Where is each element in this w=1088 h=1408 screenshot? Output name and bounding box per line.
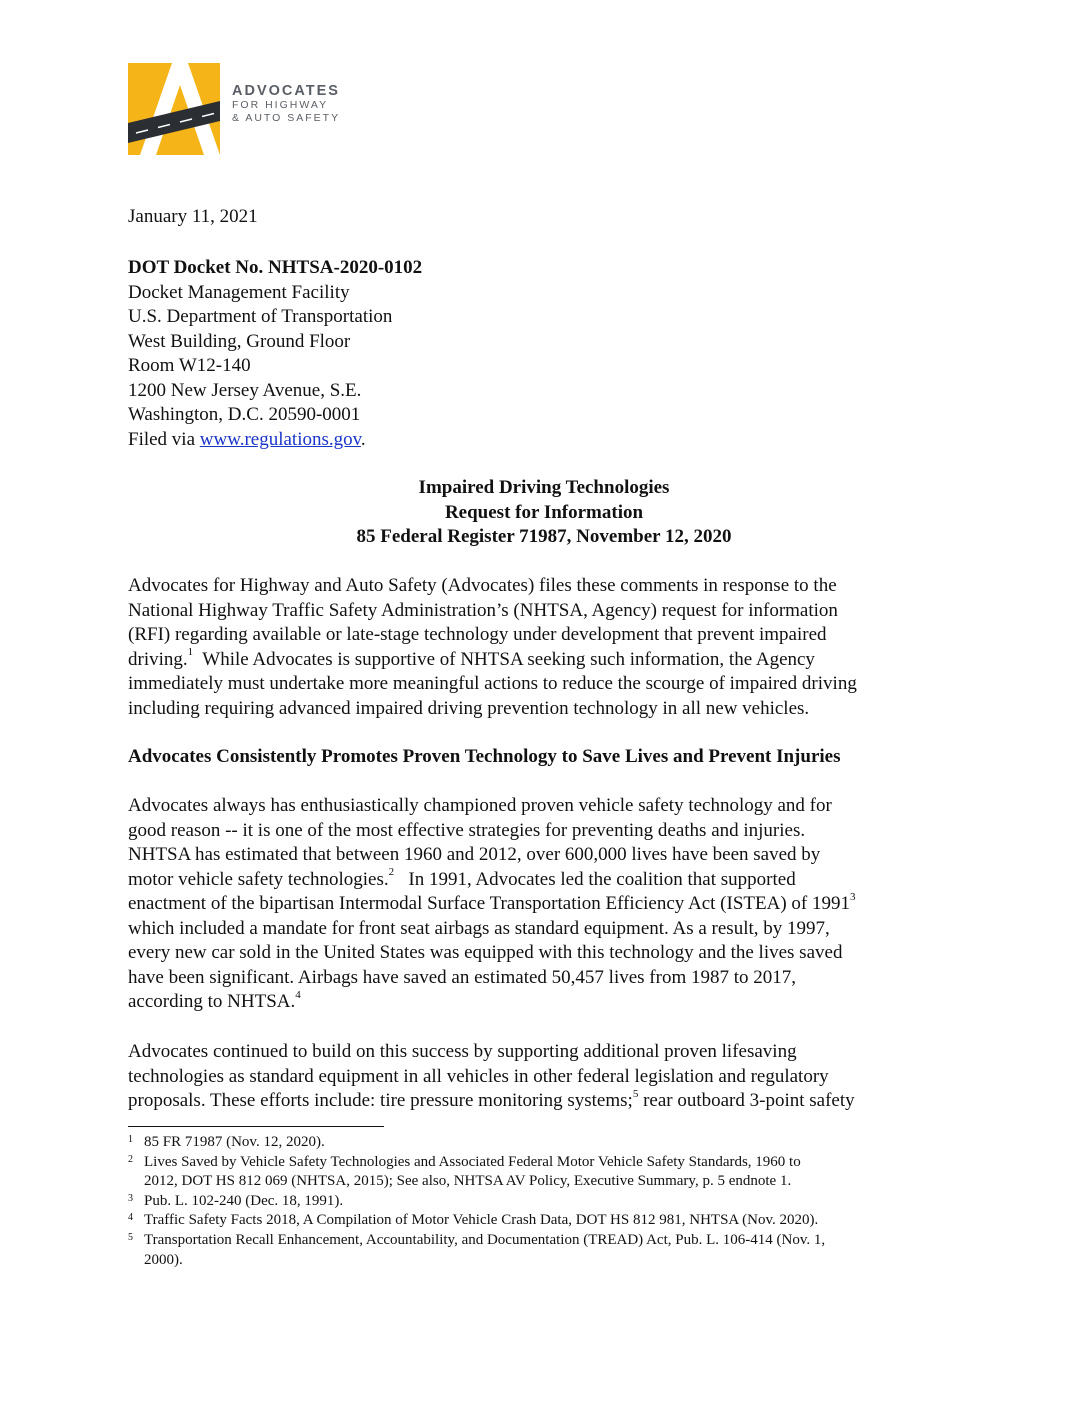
text-run: rear outboard 3-point safety — [638, 1090, 855, 1111]
text-run: driving. — [128, 648, 188, 670]
paragraph-line: including requiring advanced impaired driving prevention technology in all new vehicles. — [128, 697, 810, 719]
legislation-paragraph — [128, 1040, 968, 1114]
footnote-text: Lives Saved by Vehicle Safety Technologies and Associated Federal Motor Vehicle Safety Standards, 1960 to — [144, 1153, 801, 1170]
text-run: according to NHTSA. — [128, 991, 296, 1012]
paragraph-line: (RFI) regarding available or late-stage technology under development that prevent impaired — [128, 624, 827, 645]
logo-line1: ADVOCATES — [232, 83, 340, 99]
footnote-ref-5[interactable]: 5 — [632, 1087, 639, 1100]
footnote-ref-2[interactable]: 2 — [388, 866, 395, 879]
section-heading: Advocates Consistently Promotes Proven Technology to Save Lives and Prevent Injuries — [128, 746, 841, 767]
address-line: Room W12-140 — [128, 355, 251, 376]
title-line1: Impaired Driving Technologies — [418, 477, 670, 498]
filed-prefix: Filed via — [128, 428, 200, 450]
footnote-number: 5 — [128, 1231, 133, 1243]
footnote-item — [128, 1153, 968, 1192]
footnote-continuation: 2000). — [144, 1251, 183, 1268]
logo-wordmark — [232, 83, 340, 125]
footnote-item — [128, 1211, 968, 1231]
paragraph-line — [128, 1089, 968, 1114]
filed-via-line — [128, 428, 422, 453]
logo-line2: FOR HIGHWAY — [232, 99, 329, 111]
footnote-ref-3[interactable]: 3 — [849, 890, 856, 903]
paragraph-line: have been significant. Airbags have saved an estimated 50,457 lives from 1987 to 2017, — [128, 966, 797, 988]
footnote-item — [128, 1133, 968, 1153]
document-title — [128, 476, 960, 550]
text-run: motor vehicle safety technologies. — [128, 868, 389, 890]
address-line: West Building, Ground Floor — [128, 330, 351, 352]
recipient-address — [128, 256, 422, 452]
filed-suffix: . — [360, 428, 366, 450]
paragraph-line: which included a mandate for front seat airbags as standard equipment. As a result, by 1997, — [128, 917, 830, 939]
footnotes — [128, 1133, 968, 1270]
paragraph-line — [128, 990, 968, 1015]
paragraph-line — [128, 892, 968, 917]
footnote-number: 3 — [128, 1192, 133, 1204]
paragraph-line: technologies as standard equipment in all vehicles in other federal legislation and regulatory — [128, 1065, 829, 1087]
text-run: enactment of the bipartisan Intermodal Surface Transportation Efficiency Act (ISTEA) of 1991 — [128, 893, 850, 914]
address-line: Docket Management Facility — [128, 281, 350, 303]
text-run: In 1991, Advocates led the coalition that supported — [394, 868, 796, 890]
letter-date: January 11, 2021 — [128, 206, 258, 227]
footnote-ref-1[interactable]: 1 — [187, 646, 194, 659]
footnote-text: Traffic Safety Facts 2018, A Compilation of Motor Vehicle Crash Data, DOT HS 812 981, NHTSA (Nov. 2020). — [144, 1212, 819, 1229]
paragraph-line — [128, 868, 968, 893]
title-line2: Request for Information — [444, 501, 644, 523]
footnote-number: 2 — [128, 1153, 133, 1165]
paragraph-line: every new car sold in the United States was equipped with this technology and the lives saved — [128, 942, 843, 963]
paragraph-line: Advocates for Highway and Auto Safety (Advocates) files these comments in response to the — [128, 575, 837, 596]
paragraph-line: good reason -- it is one of the most effective strategies for preventing deaths and injuries. — [128, 819, 806, 841]
paragraph-line: Advocates always has enthusiastically championed proven vehicle safety technology and for — [128, 795, 832, 816]
footnote-continuation: 2012, DOT HS 812 069 (NHTSA, 2015); See also, NHTSA AV Policy, Executive Summary, p. 5 endnote 1. — [144, 1173, 792, 1190]
paragraph-line — [128, 648, 968, 673]
footnote-item — [128, 1192, 968, 1212]
footnote-text: Transportation Recall Enhancement, Accountability, and Documentation (TREAD) Act, Pub. L. 106-414 (Nov. 1, — [144, 1231, 826, 1248]
text-run: While Advocates is supportive of NHTSA seeking such information, the Agency — [193, 648, 815, 670]
address-line: 1200 New Jersey Avenue, S.E. — [128, 379, 362, 401]
footnote-text: Pub. L. 102-240 (Dec. 18, 1991). — [144, 1192, 344, 1209]
address-line: Washington, D.C. 20590-0001 — [128, 404, 361, 425]
logo-mark-icon — [128, 63, 220, 155]
footnote-number: 4 — [128, 1212, 133, 1224]
text-run: proposals. These efforts include: tire pressure monitoring systems; — [128, 1090, 633, 1111]
paragraph-line: NHTSA has estimated that between 1960 and 2012, over 600,000 lives have been saved by — [128, 844, 821, 865]
paragraph-line: Advocates continued to build on this success by supporting additional proven lifesaving — [128, 1041, 797, 1062]
footnote-item — [128, 1231, 968, 1270]
advocates-logo — [128, 63, 358, 155]
footnote-text: 85 FR 71987 (Nov. 12, 2020). — [144, 1134, 325, 1150]
footnote-ref-4[interactable]: 4 — [295, 988, 301, 1001]
title-line3: 85 Federal Register 71987, November 12, 2020 — [356, 526, 732, 547]
logo-line3: & AUTO SAFETY — [232, 112, 341, 124]
intro-paragraph — [128, 574, 968, 721]
footnote-number: 1 — [128, 1134, 133, 1145]
footnote-divider — [128, 1126, 384, 1127]
regulations-gov-link[interactable]: www.regulations.gov — [199, 428, 361, 450]
docket-number: DOT Docket No. NHTSA-2020-0102 — [128, 257, 423, 278]
paragraph-line: National Highway Traffic Safety Administration’s (NHTSA, Agency) request for information — [128, 599, 838, 621]
technology-paragraph — [128, 794, 968, 1015]
address-line: U.S. Department of Transportation — [128, 306, 393, 327]
paragraph-line: immediately must undertake more meaningful actions to reduce the scourge of impaired driving — [128, 673, 857, 694]
